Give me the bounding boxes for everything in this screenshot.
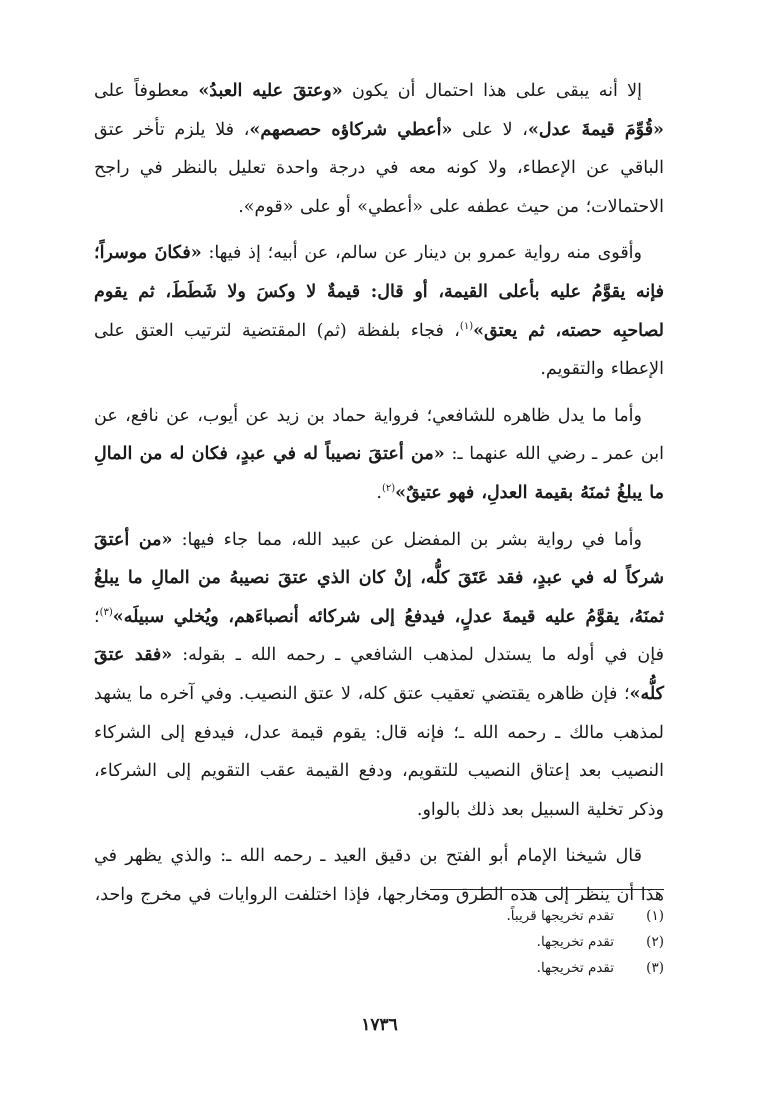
- footnote-ref: (٣): [99, 606, 113, 618]
- body-text: معطوفاً على: [94, 81, 199, 101]
- body-text: .: [376, 482, 382, 503]
- page-number: ١٧٣٦: [361, 1015, 398, 1035]
- footnote-ref: (٢): [381, 483, 396, 495]
- paragraph: [94, 397, 664, 513]
- footnote: [300, 929, 664, 955]
- body-text: قال شيخنا الإمام أبو الفتح بن دقيق العيد ـ رحمه الله ـ: والذي يظهر في هذا أن ينظر إلى هذه الطرق ومخارجها، فإذا اختلفت الروايات في مخرج واحد،: [94, 846, 664, 905]
- paragraph: [94, 234, 664, 388]
- body-text: ، فلا يلزم تأخر عتق الباقي عن الإعطاء، ولا كونه معه في درجة واحدة تعليل بالنظر في راجح الاحتمالات؛ من حيث عطفه على «أعطي» أو على «قوم».: [94, 119, 664, 217]
- main-text: [94, 72, 664, 922]
- body-text: ؛ فإن في أوله ما يستدل لمذهب الشافعي ـ رحمه الله ـ بقوله:: [94, 606, 664, 666]
- footnote-number: (٣): [646, 960, 664, 976]
- body-text: وأما في رواية بشر بن المفضل عن عبيد الله، مما جاء فيها:: [172, 529, 642, 550]
- quoted-hadith-text: «أعطي شركاؤه حصصهم»: [249, 119, 453, 140]
- body-text: وأقوى منه رواية عمرو بن دينار عن سالم، عن أبيه؛ إذ فيها:: [201, 243, 642, 264]
- footnote-number: (٢): [646, 934, 664, 950]
- footnote-text: تقدم تخريجها قريباً.: [506, 908, 614, 924]
- body-text: ، لا على: [452, 119, 528, 140]
- footnote-separator: [430, 889, 664, 890]
- body-text: وأما ما يدل ظاهره للشافعي؛ فرواية حماد بن زيد عن أيوب، عن نافع، عن ابن عمر ـ رضي الله عنهما ـ:: [94, 405, 664, 465]
- footnote: [300, 903, 664, 929]
- quoted-hadith-text: «قُوِّمَ قيمةَ عدل»: [527, 119, 664, 140]
- footnote-text: تقدم تخريجها.: [536, 960, 614, 976]
- footnote-text: تقدم تخريجها.: [536, 934, 614, 950]
- quoted-hadith-text: «وعتقَ عليه العبدُ»: [198, 81, 343, 101]
- body-text: ، فجاء بلفظة (ثم) المقتضية لترتيب العتق على الإعطاء والتقويم.: [94, 320, 664, 380]
- quoted-hadith-text: «من أعتقَ نصيباً له في عبدٍ، فكان له من المالِ ما يبلغُ ثمنَهُ بقيمة العدلِ، فهو عتيقٌ»: [94, 444, 664, 503]
- paragraph: [94, 521, 664, 830]
- quoted-hadith-text: «فكانَ موسراً؛ فإنه يقوَّمُ عليه بأعلى القيمة، أو قال: قيمةٌ لا وكسَ ولا شَطَطَ، ثم يقوم لصاحبِه حصته، ثم يعتق»: [94, 243, 664, 341]
- quoted-hadith-text: «من أعتقَ شركاً له في عبدٍ، فقد عَتَقَ كلُّه، إنْ كان الذي عتقَ نصيبهُ من المالِ ما يبلغُ ثمنَهُ، يقوَّمُ عليه قيمةَ عدلٍ، فيدفعُ إلى شركائه أنصباءَهم، ويُخلي سبيلَه»: [94, 529, 664, 627]
- paragraph: [94, 72, 664, 226]
- footnote: [300, 955, 664, 981]
- body-text: ؛ فإن ظاهره يقتضي تعقيب عتق كله، لا عتق النصيب. وفي آخره ما يشهد لمذهب مالك ـ رحمه الله ـ؛ فإنه قال: يقوم قيمة عدل، فيدفع إلى الشركاء النصيب بعد إعتاق النصيب للتقويم، ودفع القيمة عقب التقويم إلى الشركاء، وذكر تخلية السبيل بعد ذلك بالواو.: [94, 683, 664, 820]
- footnote-ref: (١): [459, 320, 474, 332]
- footnotes: [300, 903, 664, 981]
- body-text: إلا أنه يبقى على هذا احتمال أن يكون: [342, 81, 642, 101]
- quoted-hadith-text: «فقد عتقَ كلُّه»: [94, 645, 664, 704]
- footnote-number: (١): [646, 908, 664, 924]
